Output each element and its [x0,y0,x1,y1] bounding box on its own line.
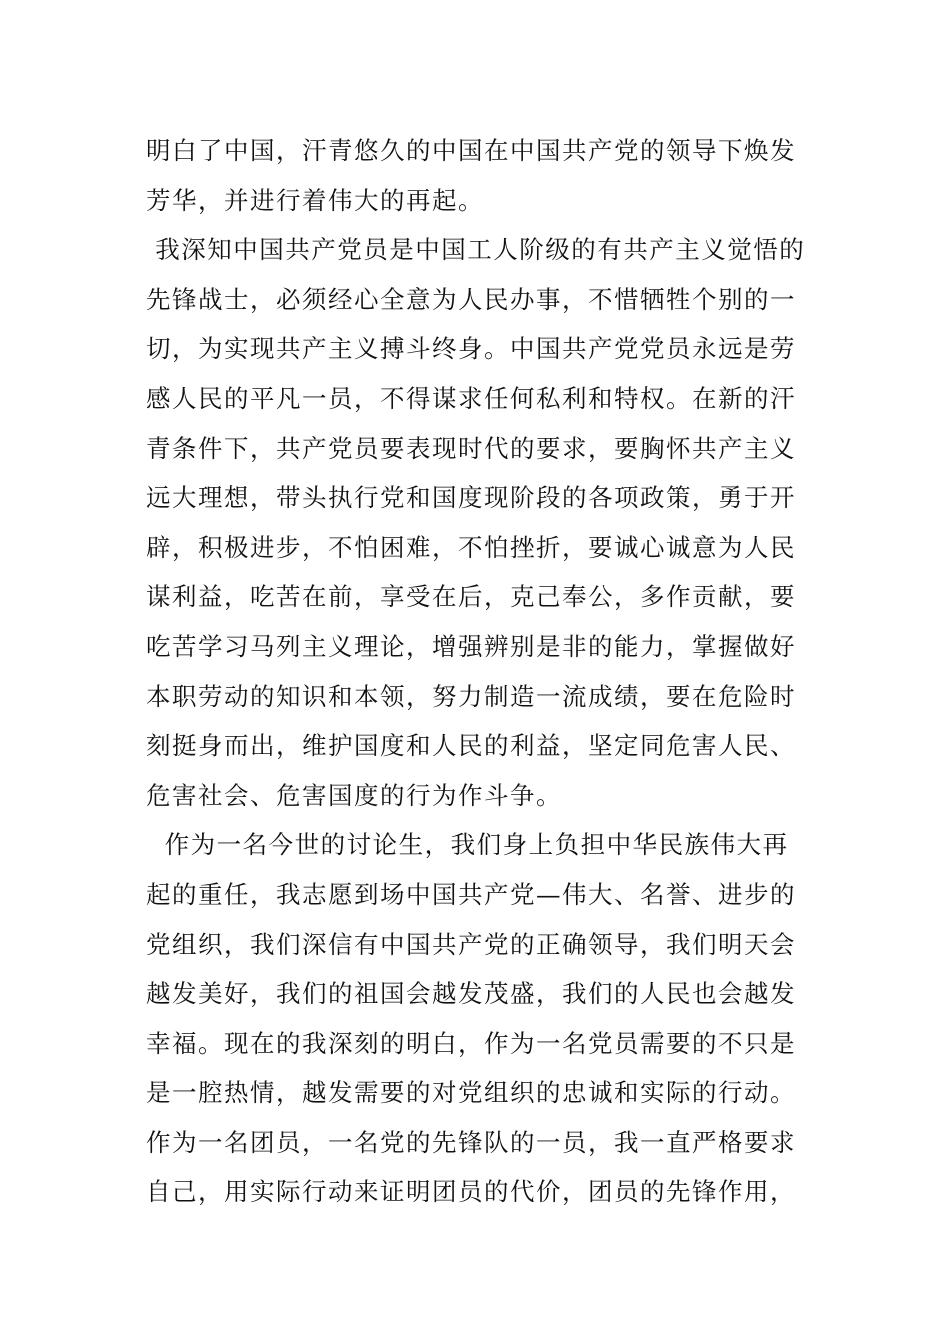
text-line: 是一腔热情，越发需要的对党组织的忠诚和实际的行动。 [146,1078,796,1108]
text-line: 幸福。现在的我深刻的明白，作为一名党员需要的不只是 [146,1028,796,1058]
text-line: 党组织，我们深信有中国共产党的正确领导，我们明天会 [146,929,796,959]
text-line: 自己，用实际行动来证明团员的代价，团员的先锋作用， [146,1177,796,1207]
text-line: 青条件下，共产党员要表现时代的要求，要胸怀共产主义 [146,433,796,463]
text-line: 先锋战士，必须经心全意为人民办事，不惜牺牲个别的一 [146,284,796,314]
text-line: 感人民的平凡一员，不得谋求任何私利和特权。在新的汗 [146,383,796,413]
text-line: 远大理想，带头执行党和国度现阶段的各项政策，勇于开 [146,483,796,513]
document-body [146,126,806,1217]
text-line: 辟，积极进步，不怕困难，不怕挫折，要诚心诚意为人民 [146,532,796,562]
text-line: 危害社会、危害国度的行为作斗争。 [146,780,562,810]
text-line: 刻挺身而出，维护国度和人民的利益，坚定同危害人民、 [146,731,796,761]
text-line: 本职劳动的知识和本领，努力制造一流成绩，要在危险时 [146,681,796,711]
text-line: 切，为实现共产主义搏斗终身。中国共产党党员永远是劳 [146,334,796,364]
text-line: 作为一名今世的讨论生，我们身上负担中华民族伟大再 [146,830,789,860]
text-line: 我深知中国共产党员是中国工人阶级的有共产主义觉悟的 [146,235,806,265]
text-line: 吃苦学习马列主义理论，增强辨别是非的能力，掌握做好 [146,631,796,661]
text-line: 谋利益，吃苦在前，享受在后，克己奉公，多作贡献，要 [146,582,796,612]
text-line: 作为一名团员，一名党的先锋队的一员，我一直严格要求 [146,1127,796,1157]
text-line: 明白了中国，汗青悠久的中国在中国共产党的领导下焕发 [146,136,796,165]
text-line: 起的重任，我志愿到场中国共产党—伟大、名誉、进步的 [146,879,796,909]
text-line: 越发美好，我们的祖国会越发茂盛，我们的人民也会越发 [146,979,796,1009]
text-line: 芳华，并进行着伟大的再起。 [146,185,484,215]
